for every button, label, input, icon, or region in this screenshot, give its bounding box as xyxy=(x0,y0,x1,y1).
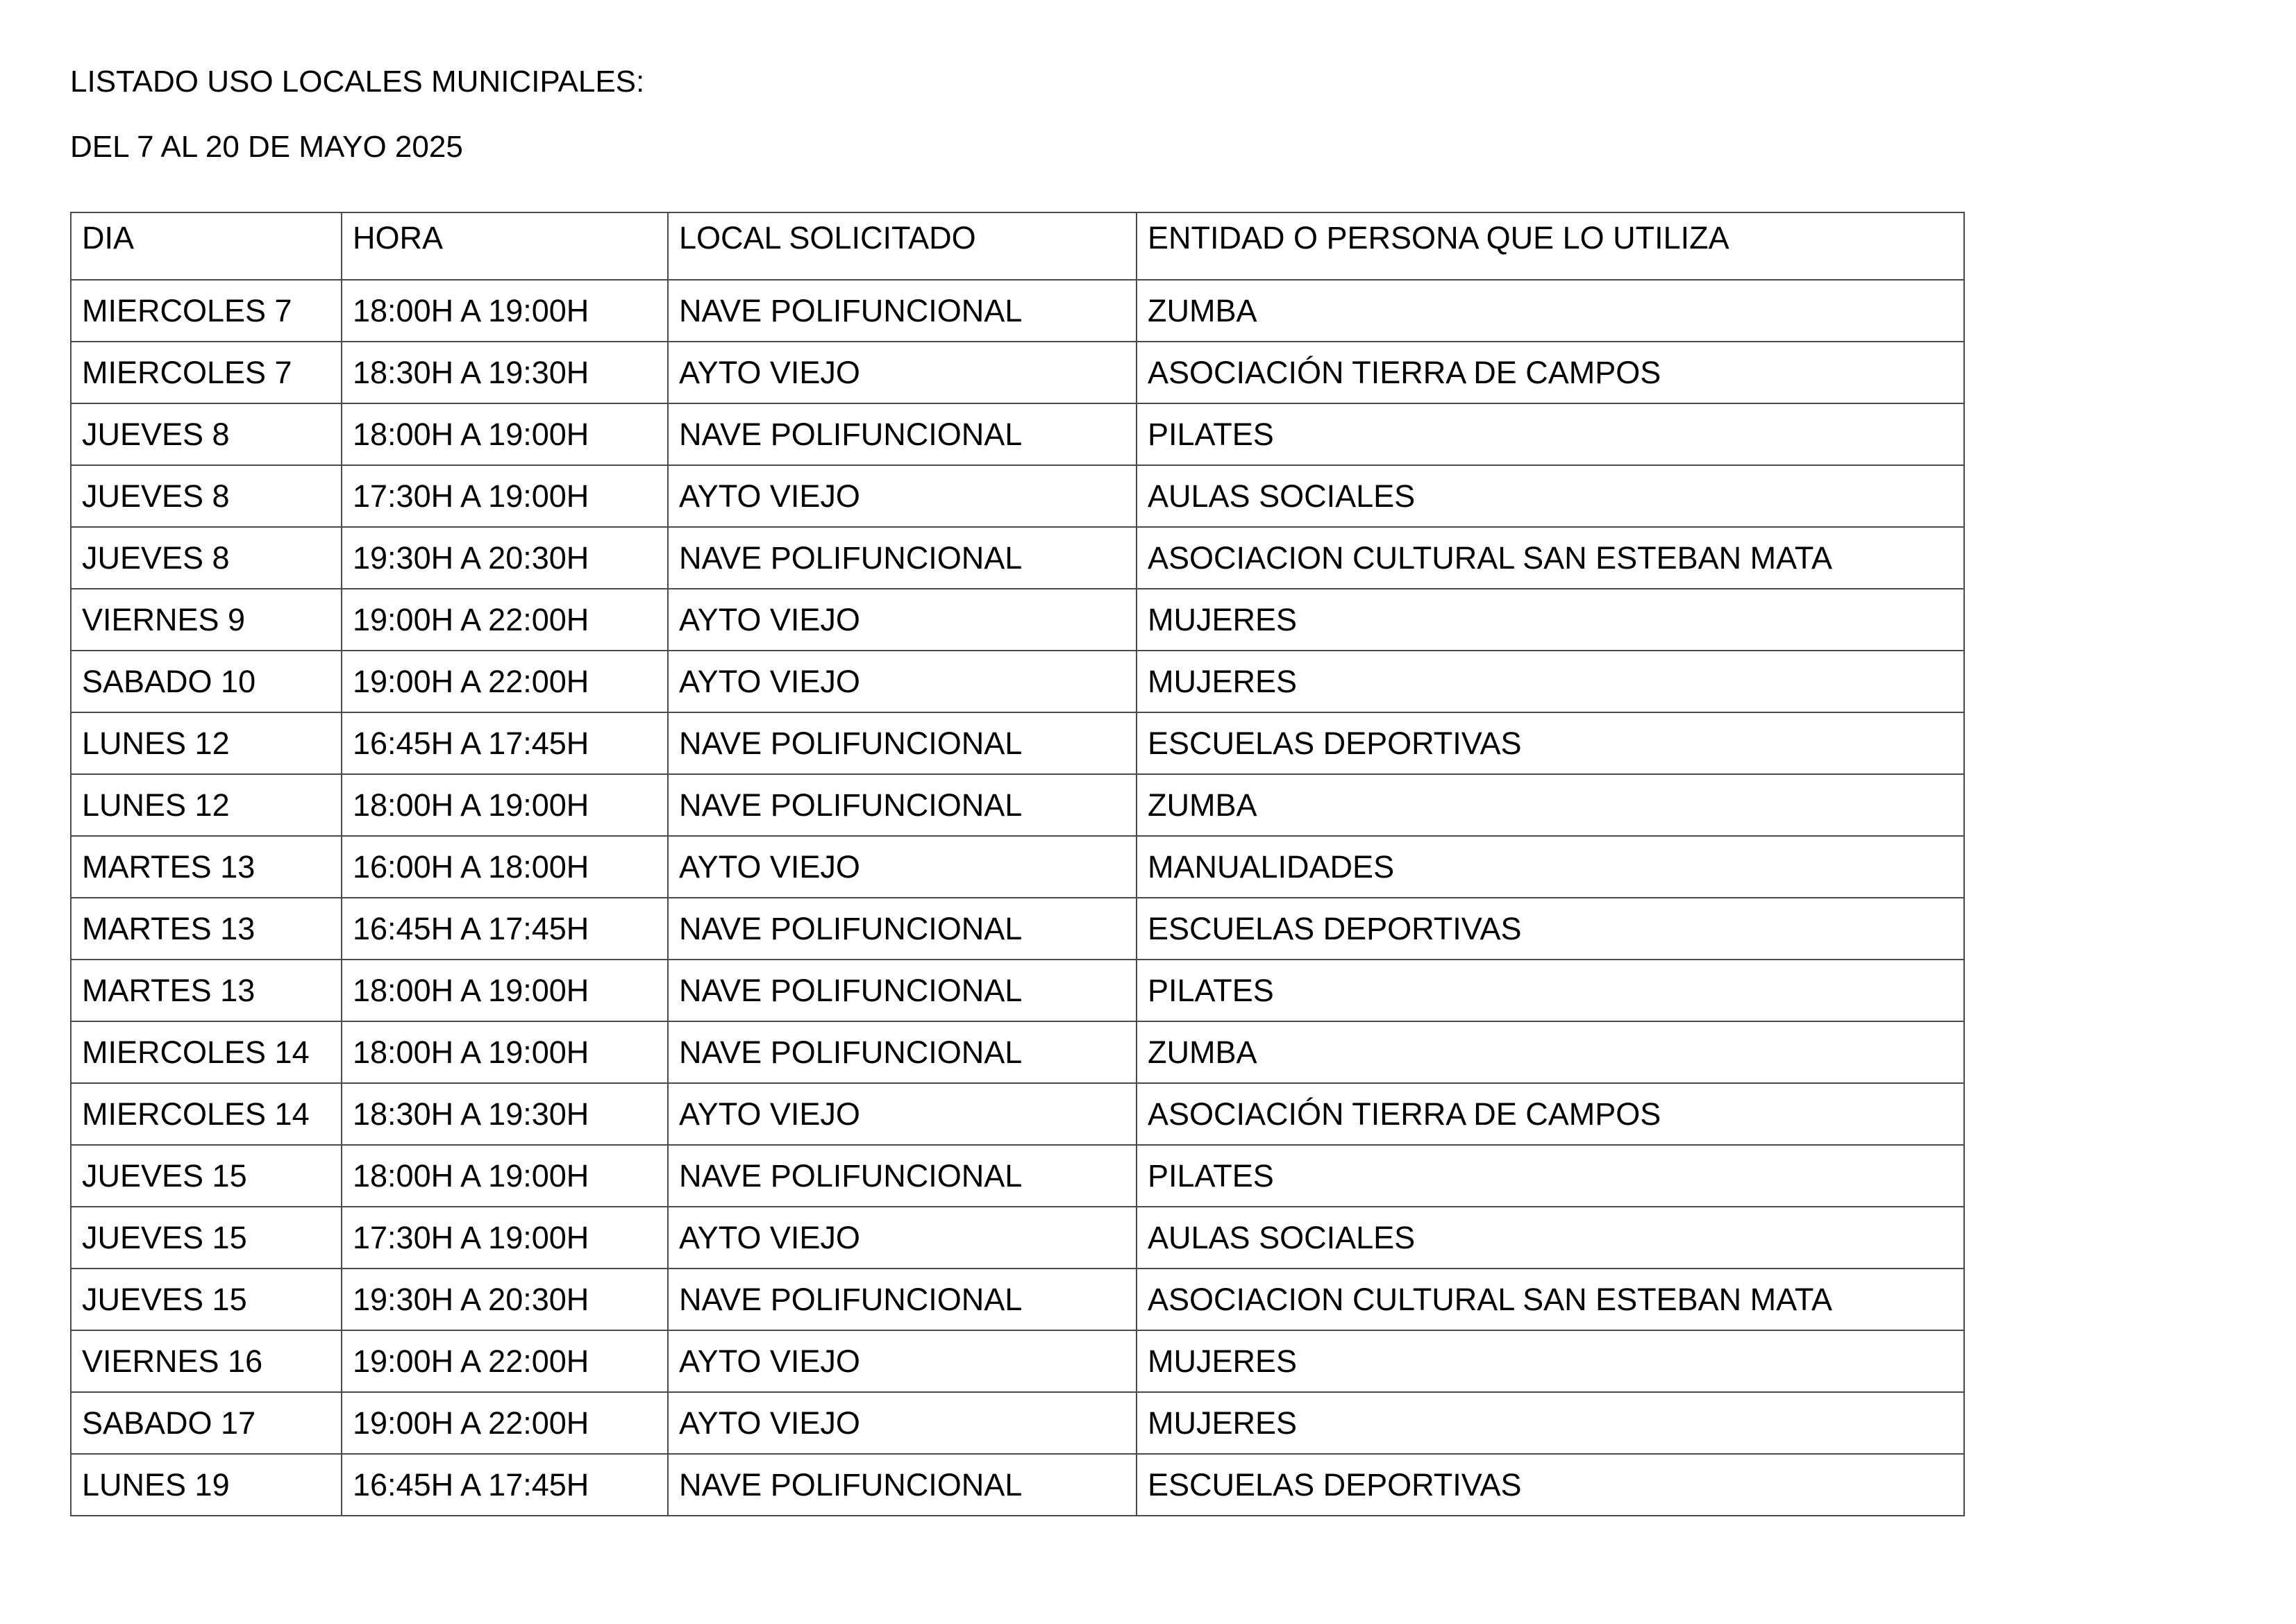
cell-local: NAVE POLIFUNCIONAL xyxy=(668,527,1137,589)
cell-local: NAVE POLIFUNCIONAL xyxy=(668,1454,1137,1516)
table-row xyxy=(71,651,1964,712)
cell-dia: SABADO 17 xyxy=(71,1392,342,1454)
cell-dia: MIERCOLES 14 xyxy=(71,1021,342,1083)
cell-local: NAVE POLIFUNCIONAL xyxy=(668,898,1137,960)
cell-hora: 19:00H A 22:00H xyxy=(342,1392,668,1454)
cell-hora: 18:00H A 19:00H xyxy=(342,774,668,836)
cell-entidad: ESCUELAS DEPORTIVAS xyxy=(1137,898,1964,960)
table-row xyxy=(71,1454,1964,1516)
table-row xyxy=(71,1269,1964,1330)
schedule-table xyxy=(70,212,1965,1516)
document-subtitle: DEL 7 AL 20 DE MAYO 2025 xyxy=(70,130,463,164)
cell-hora: 16:45H A 17:45H xyxy=(342,898,668,960)
cell-dia: MIERCOLES 14 xyxy=(71,1083,342,1145)
cell-hora: 18:30H A 19:30H xyxy=(342,1083,668,1145)
cell-entidad: ASOCIACION CULTURAL SAN ESTEBAN MATA xyxy=(1137,1269,1964,1330)
cell-local: NAVE POLIFUNCIONAL xyxy=(668,774,1137,836)
cell-local: AYTO VIEJO xyxy=(668,1330,1137,1392)
cell-entidad: AULAS SOCIALES xyxy=(1137,1207,1964,1269)
cell-local: NAVE POLIFUNCIONAL xyxy=(668,712,1137,774)
cell-hora: 19:30H A 20:30H xyxy=(342,1269,668,1330)
cell-hora: 18:30H A 19:30H xyxy=(342,342,668,403)
cell-hora: 19:00H A 22:00H xyxy=(342,1330,668,1392)
cell-local: NAVE POLIFUNCIONAL xyxy=(668,960,1137,1021)
cell-dia: LUNES 19 xyxy=(71,1454,342,1516)
cell-entidad: MUJERES xyxy=(1137,1330,1964,1392)
cell-hora: 19:30H A 20:30H xyxy=(342,527,668,589)
table-row xyxy=(71,712,1964,774)
cell-dia: MIERCOLES 7 xyxy=(71,342,342,403)
cell-hora: 18:00H A 19:00H xyxy=(342,1145,668,1207)
cell-local: AYTO VIEJO xyxy=(668,1083,1137,1145)
cell-local: AYTO VIEJO xyxy=(668,465,1137,527)
cell-dia: JUEVES 15 xyxy=(71,1207,342,1269)
cell-hora: 16:00H A 18:00H xyxy=(342,836,668,898)
cell-local: NAVE POLIFUNCIONAL xyxy=(668,280,1137,342)
cell-entidad: MUJERES xyxy=(1137,589,1964,651)
cell-hora: 18:00H A 19:00H xyxy=(342,403,668,465)
table-row xyxy=(71,1145,1964,1207)
table-row xyxy=(71,465,1964,527)
cell-entidad: PILATES xyxy=(1137,960,1964,1021)
table-row xyxy=(71,960,1964,1021)
table-row xyxy=(71,342,1964,403)
cell-local: AYTO VIEJO xyxy=(668,651,1137,712)
cell-dia: SABADO 10 xyxy=(71,651,342,712)
header-dia: DIA xyxy=(71,212,342,280)
cell-hora: 19:00H A 22:00H xyxy=(342,589,668,651)
table-row xyxy=(71,774,1964,836)
cell-entidad: ZUMBA xyxy=(1137,774,1964,836)
cell-local: AYTO VIEJO xyxy=(668,342,1137,403)
table-row xyxy=(71,280,1964,342)
cell-dia: JUEVES 8 xyxy=(71,527,342,589)
cell-dia: JUEVES 8 xyxy=(71,465,342,527)
cell-entidad: PILATES xyxy=(1137,403,1964,465)
cell-dia: JUEVES 8 xyxy=(71,403,342,465)
table-row xyxy=(71,1392,1964,1454)
table-header-row xyxy=(71,212,1964,280)
table-row xyxy=(71,1083,1964,1145)
cell-hora: 17:30H A 19:00H xyxy=(342,1207,668,1269)
cell-hora: 18:00H A 19:00H xyxy=(342,280,668,342)
cell-hora: 18:00H A 19:00H xyxy=(342,960,668,1021)
cell-dia: MARTES 13 xyxy=(71,898,342,960)
cell-dia: VIERNES 9 xyxy=(71,589,342,651)
table-row xyxy=(71,1021,1964,1083)
cell-entidad: ZUMBA xyxy=(1137,280,1964,342)
cell-local: AYTO VIEJO xyxy=(668,1392,1137,1454)
table-row xyxy=(71,527,1964,589)
table-row xyxy=(71,836,1964,898)
cell-entidad: ASOCIACIÓN TIERRA DE CAMPOS xyxy=(1137,1083,1964,1145)
document-title: LISTADO USO LOCALES MUNICIPALES: xyxy=(70,65,645,99)
cell-dia: MARTES 13 xyxy=(71,960,342,1021)
table-row xyxy=(71,1330,1964,1392)
table-row xyxy=(71,403,1964,465)
table-row xyxy=(71,1207,1964,1269)
cell-local: NAVE POLIFUNCIONAL xyxy=(668,1021,1137,1083)
cell-dia: MARTES 13 xyxy=(71,836,342,898)
cell-local: AYTO VIEJO xyxy=(668,589,1137,651)
cell-dia: VIERNES 16 xyxy=(71,1330,342,1392)
header-entidad: ENTIDAD O PERSONA QUE LO UTILIZA xyxy=(1137,212,1964,280)
cell-dia: LUNES 12 xyxy=(71,774,342,836)
cell-entidad: ESCUELAS DEPORTIVAS xyxy=(1137,1454,1964,1516)
cell-local: AYTO VIEJO xyxy=(668,1207,1137,1269)
cell-dia: JUEVES 15 xyxy=(71,1145,342,1207)
cell-local: NAVE POLIFUNCIONAL xyxy=(668,403,1137,465)
header-hora: HORA xyxy=(342,212,668,280)
cell-entidad: ESCUELAS DEPORTIVAS xyxy=(1137,712,1964,774)
cell-entidad: ASOCIACION CULTURAL SAN ESTEBAN MATA xyxy=(1137,527,1964,589)
cell-entidad: ZUMBA xyxy=(1137,1021,1964,1083)
table-row xyxy=(71,898,1964,960)
cell-entidad: AULAS SOCIALES xyxy=(1137,465,1964,527)
cell-local: AYTO VIEJO xyxy=(668,836,1137,898)
cell-entidad: MUJERES xyxy=(1137,651,1964,712)
cell-hora: 18:00H A 19:00H xyxy=(342,1021,668,1083)
cell-entidad: PILATES xyxy=(1137,1145,1964,1207)
table-row xyxy=(71,589,1964,651)
header-local: LOCAL SOLICITADO xyxy=(668,212,1137,280)
cell-entidad: MANUALIDADES xyxy=(1137,836,1964,898)
cell-dia: MIERCOLES 7 xyxy=(71,280,342,342)
cell-hora: 16:45H A 17:45H xyxy=(342,1454,668,1516)
cell-hora: 16:45H A 17:45H xyxy=(342,712,668,774)
cell-entidad: MUJERES xyxy=(1137,1392,1964,1454)
cell-dia: JUEVES 15 xyxy=(71,1269,342,1330)
cell-hora: 19:00H A 22:00H xyxy=(342,651,668,712)
cell-dia: LUNES 12 xyxy=(71,712,342,774)
cell-local: NAVE POLIFUNCIONAL xyxy=(668,1145,1137,1207)
cell-local: NAVE POLIFUNCIONAL xyxy=(668,1269,1137,1330)
cell-hora: 17:30H A 19:00H xyxy=(342,465,668,527)
cell-entidad: ASOCIACIÓN TIERRA DE CAMPOS xyxy=(1137,342,1964,403)
